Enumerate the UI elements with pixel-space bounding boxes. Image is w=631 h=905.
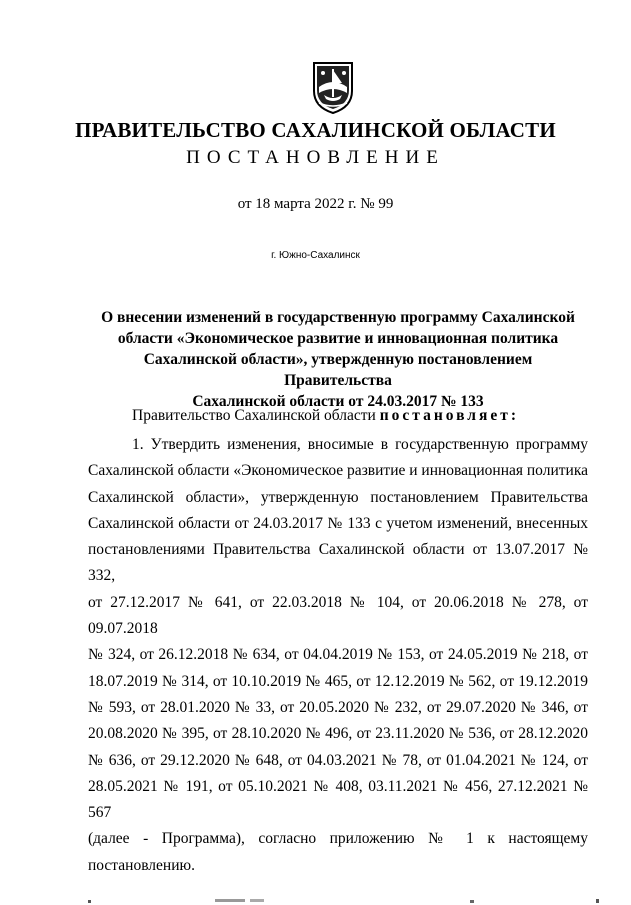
intro-text: Правительство Сахалинской области	[132, 407, 380, 424]
title-line: Сахалинской области», утвержденную постановлением Правительства	[143, 351, 533, 389]
paragraph-line: Сахалинской области», утвержденную постановлением Правительства	[88, 488, 588, 506]
organization-heading: ПРАВИТЕЛЬСТВО САХАЛИНСКОЙ ОБЛАСТИ	[75, 118, 556, 142]
title-line: О внесении изменений в государственную программу Сахалинской	[101, 309, 575, 326]
document-city: г. Южно-Сахалинск	[271, 250, 360, 261]
scan-edge-marks	[0, 898, 631, 905]
paragraph-line: 28.05.2021 № 191, от 05.10.2021 № 408, 03.11.2021 № 456, 27.12.2021 № 567	[88, 777, 588, 822]
intro-emphasis: постановляет:	[379, 407, 520, 424]
document-type-heading: ПОСТАНОВЛЕНИЕ	[186, 147, 445, 168]
document-title	[88, 307, 588, 412]
paragraph-line: № 324, от 26.12.2018 № 634, от 04.04.2019 № 153, от 24.05.2019 № 218, от	[88, 646, 588, 664]
paragraph-line: (далее - Программа), согласно приложению № 1 к настоящему	[88, 830, 588, 848]
title-line: Сахалинской области от 24.03.2017 № 133	[192, 393, 484, 410]
paragraph-line: 1. Утвердить изменения, вносимые в государственную программу	[132, 436, 588, 453]
paragraph-line: Сахалинской области от 24.03.2017 № 133 с учетом изменений, внесенных	[88, 514, 588, 532]
paragraph-line: 20.08.2020 № 395, от 28.10.2020 № 496, от 23.11.2020 № 536, от 28.12.2020	[88, 725, 588, 743]
paragraph-line: № 593, от 28.01.2020 № 33, от 20.05.2020 № 232, от 29.07.2020 № 346, от	[88, 698, 588, 716]
paragraph-line: постановлению.	[88, 856, 195, 874]
document-date-number: от 18 марта 2022 г. № 99	[237, 196, 394, 212]
paragraph-line: от 27.12.2017 № 641, от 22.03.2018 № 104, от 20.06.2018 № 278, от 09.07.2018	[88, 593, 588, 638]
paragraph-line: Сахалинской области «Экономическое развитие и инновационная политика	[88, 462, 588, 480]
intro-sentence	[132, 407, 519, 425]
coat-of-arms-emblem	[311, 57, 355, 115]
title-line: области «Экономическое развитие и инновационная политика	[117, 330, 559, 347]
paragraph-line: 18.07.2019 № 314, от 10.10.2019 № 465, от 12.12.2019 № 562, от 19.12.2019	[88, 672, 588, 690]
resolution-paragraph-1	[88, 432, 588, 879]
paragraph-line: постановлениями Правительства Сахалинской области от 13.07.2017 № 332,	[88, 541, 588, 585]
paragraph-line: № 636, от 29.12.2020 № 648, от 04.03.2021 № 78, от 01.04.2021 № 124, от	[88, 751, 588, 769]
